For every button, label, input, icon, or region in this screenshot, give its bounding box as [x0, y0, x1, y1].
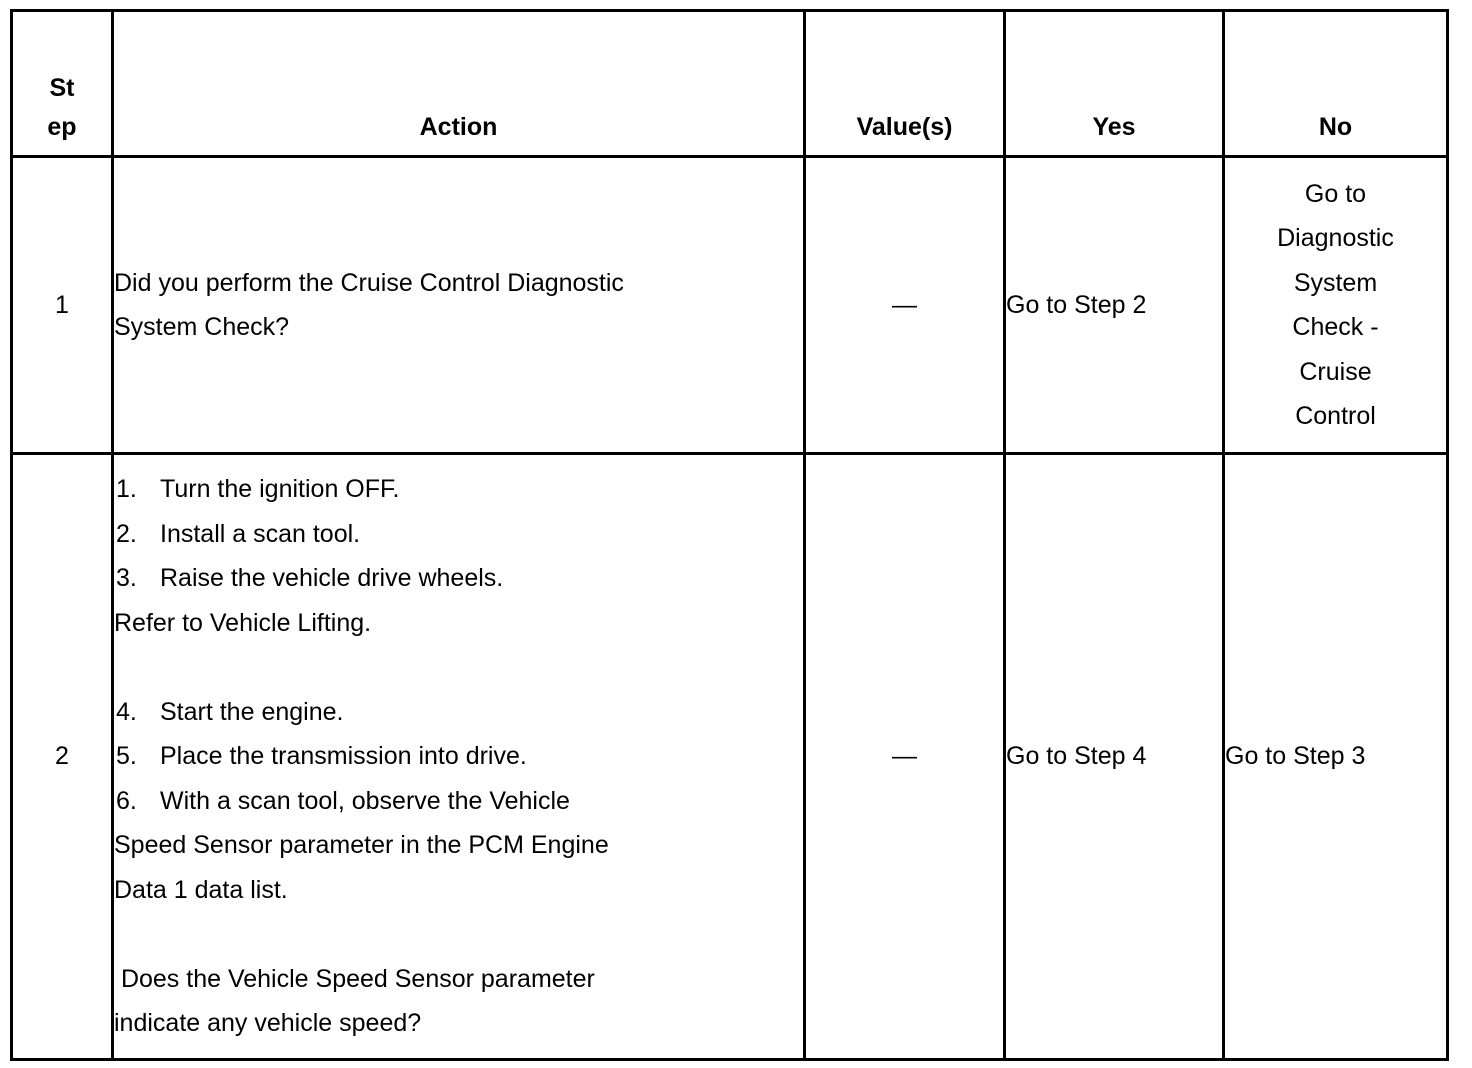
no-cell: Go to Step 3 [1224, 454, 1448, 1060]
substep-number: 5. [116, 742, 137, 771]
no-text: Diagnostic [1277, 224, 1394, 252]
refer-text: Refer to Vehicle Lifting. [114, 608, 372, 637]
substep-item [114, 467, 803, 512]
table-row [12, 157, 1448, 454]
continuation-text: Speed Sensor parameter in the PCM Engine [114, 831, 609, 860]
substep-text: Start the engine. [160, 697, 344, 726]
action-cell [113, 454, 805, 1060]
substep-text: Place the transmission into drive. [160, 742, 527, 771]
continuation-text: Data 1 data list. [114, 875, 288, 904]
substep-text: Turn the ignition OFF. [160, 475, 400, 504]
substep-item [114, 556, 803, 601]
substep-text: Install a scan tool. [160, 519, 361, 548]
question-text: Does the Vehicle Speed Sensor parameter [114, 964, 595, 993]
action-cell [113, 157, 805, 454]
substep-list [114, 467, 803, 601]
header-step [12, 11, 113, 157]
no-text: Go to [1304, 179, 1367, 208]
action-text: Did you perform the Cruise Control Diagnostic [114, 268, 624, 297]
substep-text: With a scan tool, observe the Vehicle [160, 786, 570, 815]
substep-number: 6. [116, 786, 137, 815]
header-values: Value(s) [805, 11, 1005, 157]
no-text: System [1293, 268, 1378, 297]
header-action: Action [113, 11, 805, 157]
yes-cell: Go to Step 2 [1005, 157, 1224, 454]
table-row [12, 454, 1448, 1060]
question-text: indicate any vehicle speed? [114, 1009, 422, 1038]
action-text: System Check? [114, 313, 290, 341]
substep-number: 4. [116, 697, 137, 726]
table-header-row [12, 11, 1448, 157]
substep-text: Raise the vehicle drive wheels. [160, 564, 504, 593]
yes-cell: Go to Step 4 [1005, 454, 1224, 1060]
header-yes: Yes [1005, 11, 1224, 157]
no-text: Cruise [1299, 357, 1372, 386]
header-step-line1: St [49, 74, 75, 102]
step-number: 2 [12, 454, 113, 1060]
diagnostic-table [10, 9, 1449, 1061]
substep-list [114, 690, 803, 824]
header-step-line2: ep [47, 113, 77, 141]
substep-number: 3. [116, 564, 137, 593]
substep-number: 2. [116, 519, 137, 548]
substep-number: 1. [116, 475, 137, 504]
no-cell [1224, 157, 1448, 454]
no-text: Check - [1292, 313, 1379, 341]
header-no: No [1224, 11, 1448, 157]
value-cell: — [805, 454, 1005, 1060]
no-text: Control [1295, 402, 1376, 430]
value-cell: — [805, 157, 1005, 454]
substep-item [114, 690, 803, 735]
step-number: 1 [12, 157, 113, 454]
substep-item [114, 779, 803, 824]
substep-item [114, 734, 803, 779]
substep-item [114, 512, 803, 557]
